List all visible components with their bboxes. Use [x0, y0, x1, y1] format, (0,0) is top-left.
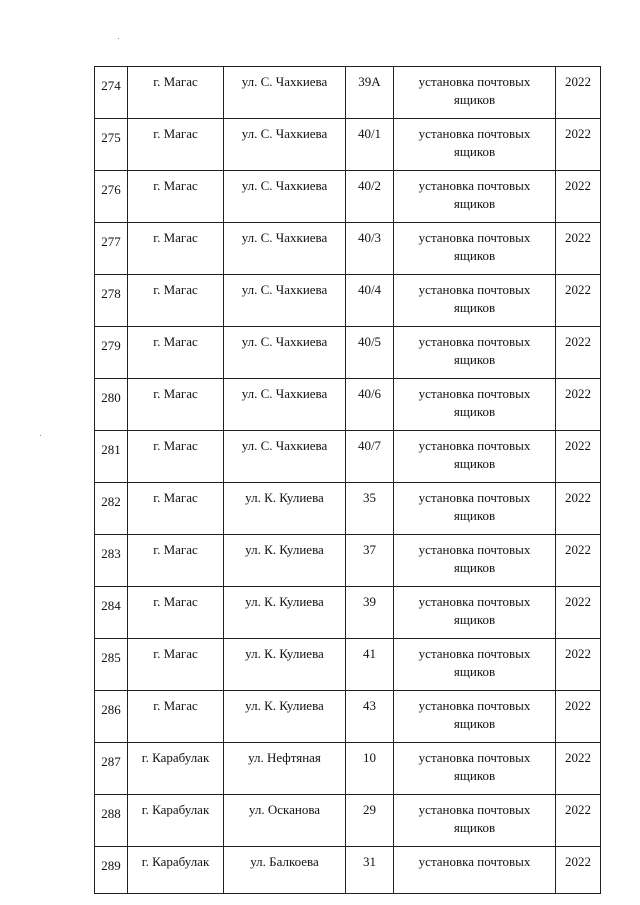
- table-row: [95, 327, 601, 379]
- work-cell: установка почтовых ящиков: [394, 275, 556, 327]
- house-cell: 40/5: [346, 327, 394, 379]
- work-cell: установка почтовых ящиков: [394, 67, 556, 119]
- house-cell: 10: [346, 743, 394, 795]
- table-row: [95, 795, 601, 847]
- house-cell: 40/3: [346, 223, 394, 275]
- table-body: [95, 67, 601, 894]
- work-cell: установка почтовых ящиков: [394, 171, 556, 223]
- house-cell: 37: [346, 535, 394, 587]
- work-cell: установка почтовых ящиков: [394, 119, 556, 171]
- city-cell: г. Магас: [128, 431, 224, 483]
- year-cell: 2022: [556, 483, 601, 535]
- table-row: [95, 223, 601, 275]
- work-cell: установка почтовых ящиков: [394, 743, 556, 795]
- house-cell: 39А: [346, 67, 394, 119]
- street-cell: ул. Нефтяная: [224, 743, 346, 795]
- year-cell: 2022: [556, 223, 601, 275]
- year-cell: 2022: [556, 379, 601, 431]
- row-number: 284: [95, 587, 128, 639]
- work-cell: установка почтовых ящиков: [394, 639, 556, 691]
- work-cell: установка почтовых ящиков: [394, 223, 556, 275]
- house-cell: 40/1: [346, 119, 394, 171]
- row-number: 285: [95, 639, 128, 691]
- table-row: [95, 535, 601, 587]
- table-row: [95, 639, 601, 691]
- table-row: [95, 431, 601, 483]
- table-row: [95, 67, 601, 119]
- year-cell: 2022: [556, 639, 601, 691]
- house-cell: 31: [346, 847, 394, 894]
- year-cell: 2022: [556, 535, 601, 587]
- row-number: 281: [95, 431, 128, 483]
- house-cell: 40/4: [346, 275, 394, 327]
- work-cell: установка почтовых ящиков: [394, 587, 556, 639]
- city-cell: г. Магас: [128, 67, 224, 119]
- work-cell: установка почтовых ящиков: [394, 691, 556, 743]
- row-number: 287: [95, 743, 128, 795]
- city-cell: г. Магас: [128, 483, 224, 535]
- house-cell: 40/7: [346, 431, 394, 483]
- street-cell: ул. С. Чахкиева: [224, 327, 346, 379]
- scan-speck: [40, 435, 41, 436]
- year-cell: 2022: [556, 67, 601, 119]
- year-cell: 2022: [556, 119, 601, 171]
- address-table: [94, 66, 601, 894]
- house-cell: 41: [346, 639, 394, 691]
- table-row: [95, 483, 601, 535]
- street-cell: ул. С. Чахкиева: [224, 223, 346, 275]
- work-cell: установка почтовых ящиков: [394, 483, 556, 535]
- year-cell: 2022: [556, 795, 601, 847]
- row-number: 286: [95, 691, 128, 743]
- city-cell: г. Магас: [128, 119, 224, 171]
- city-cell: г. Карабулак: [128, 847, 224, 894]
- street-cell: ул. К. Кулиева: [224, 691, 346, 743]
- table-row: [95, 847, 601, 894]
- street-cell: ул. С. Чахкиева: [224, 431, 346, 483]
- year-cell: 2022: [556, 171, 601, 223]
- street-cell: ул. С. Чахкиева: [224, 119, 346, 171]
- city-cell: г. Магас: [128, 639, 224, 691]
- year-cell: 2022: [556, 691, 601, 743]
- city-cell: г. Магас: [128, 275, 224, 327]
- street-cell: ул. Осканова: [224, 795, 346, 847]
- city-cell: г. Магас: [128, 691, 224, 743]
- work-cell: установка почтовых ящиков: [394, 431, 556, 483]
- city-cell: г. Магас: [128, 327, 224, 379]
- year-cell: 2022: [556, 327, 601, 379]
- city-cell: г. Магас: [128, 587, 224, 639]
- work-cell: установка почтовых ящиков: [394, 535, 556, 587]
- table-row: [95, 587, 601, 639]
- table-row: [95, 379, 601, 431]
- row-number: 288: [95, 795, 128, 847]
- street-cell: ул. С. Чахкиева: [224, 67, 346, 119]
- row-number: 274: [95, 67, 128, 119]
- work-cell: установка почтовых ящиков: [394, 327, 556, 379]
- street-cell: ул. Балкоева: [224, 847, 346, 894]
- table-row: [95, 743, 601, 795]
- house-cell: 43: [346, 691, 394, 743]
- row-number: 280: [95, 379, 128, 431]
- row-number: 279: [95, 327, 128, 379]
- house-cell: 29: [346, 795, 394, 847]
- work-cell: установка почтовых ящиков: [394, 795, 556, 847]
- table-row: [95, 171, 601, 223]
- city-cell: г. Магас: [128, 535, 224, 587]
- table-row: [95, 119, 601, 171]
- year-cell: 2022: [556, 847, 601, 894]
- house-cell: 39: [346, 587, 394, 639]
- street-cell: ул. К. Кулиева: [224, 535, 346, 587]
- city-cell: г. Магас: [128, 223, 224, 275]
- city-cell: г. Карабулак: [128, 795, 224, 847]
- scan-speck: [118, 38, 119, 39]
- house-cell: 40/6: [346, 379, 394, 431]
- work-cell: установка почтовых ящиков: [394, 379, 556, 431]
- street-cell: ул. К. Кулиева: [224, 639, 346, 691]
- work-cell: установка почтовых: [394, 847, 556, 894]
- row-number: 289: [95, 847, 128, 894]
- street-cell: ул. С. Чахкиева: [224, 379, 346, 431]
- row-number: 275: [95, 119, 128, 171]
- row-number: 282: [95, 483, 128, 535]
- city-cell: г. Карабулак: [128, 743, 224, 795]
- street-cell: ул. С. Чахкиева: [224, 275, 346, 327]
- year-cell: 2022: [556, 431, 601, 483]
- street-cell: ул. К. Кулиева: [224, 483, 346, 535]
- house-cell: 35: [346, 483, 394, 535]
- city-cell: г. Магас: [128, 379, 224, 431]
- row-number: 276: [95, 171, 128, 223]
- table-row: [95, 691, 601, 743]
- year-cell: 2022: [556, 743, 601, 795]
- house-cell: 40/2: [346, 171, 394, 223]
- year-cell: 2022: [556, 275, 601, 327]
- city-cell: г. Магас: [128, 171, 224, 223]
- street-cell: ул. С. Чахкиева: [224, 171, 346, 223]
- year-cell: 2022: [556, 587, 601, 639]
- row-number: 277: [95, 223, 128, 275]
- street-cell: ул. К. Кулиева: [224, 587, 346, 639]
- table-row: [95, 275, 601, 327]
- row-number: 283: [95, 535, 128, 587]
- row-number: 278: [95, 275, 128, 327]
